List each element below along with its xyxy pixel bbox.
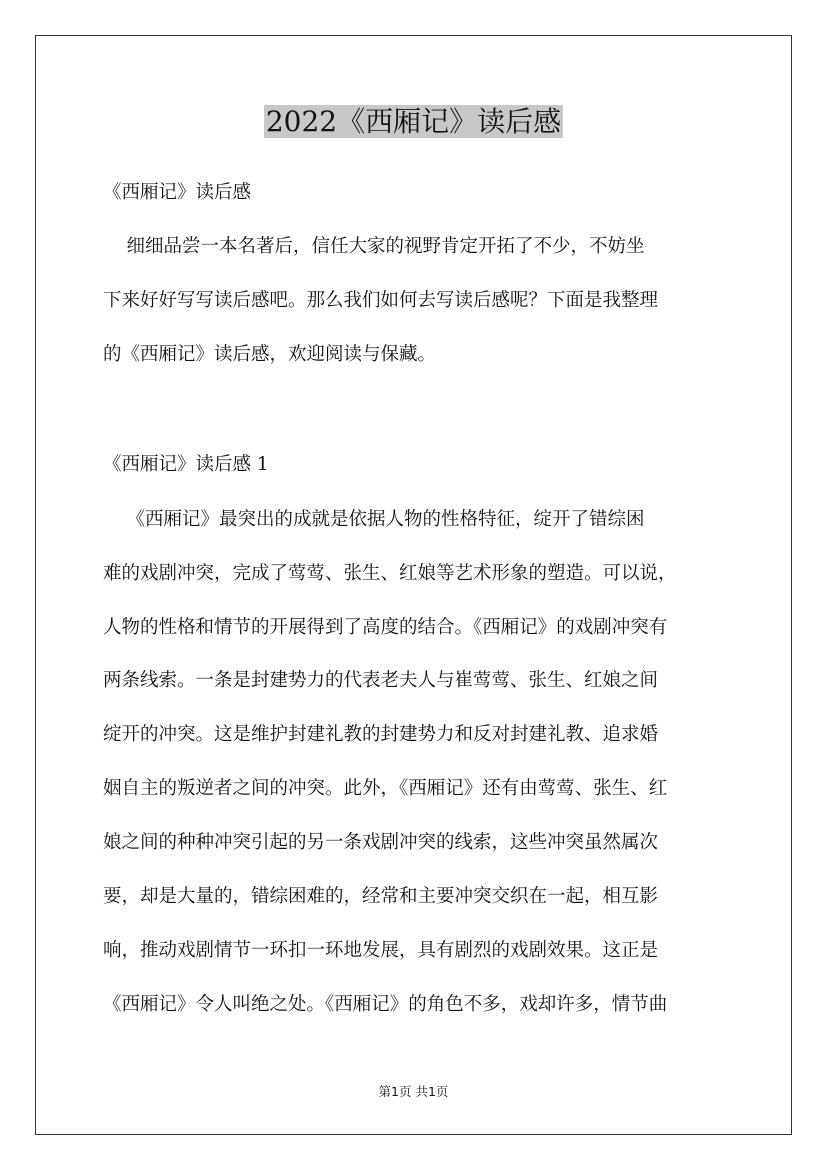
body-line: 姻自主的叛逆者之间的冲突。此外，《西厢记》还有由莺莺、张生、红 <box>103 778 668 799</box>
body-line: 人物的性格和情节的开展得到了高度的结合。《西厢记》的戏剧冲突有 <box>103 617 668 638</box>
body-line: 《西厢记》令人叫绝之处。《西厢记》的角色不多，戏却许多，情节曲 <box>103 994 668 1015</box>
document-subtitle: 《西厢记》读后感 <box>103 182 252 203</box>
body-line: 娘之间的种种冲突引起的另一条戏剧冲突的线索，这些冲突虽然属次 <box>103 832 659 853</box>
body-line: 响，推动戏剧情节一环扣一环地发展，具有剧烈的戏剧效果。这正是 <box>103 940 659 961</box>
body-line: 要，却是大量的，错综困难的，经常和主要冲突交织在一起，相互影 <box>103 886 659 907</box>
body-line: 难的戏剧冲突，完成了莺莺、张生、红娘等艺术形象的塑造。可以说， <box>103 563 677 584</box>
body-line: 《西厢记》最突出的成就是依据人物的性格特征，绽开了错综困 <box>103 509 645 530</box>
intro-line: 下来好好写写读后感吧。那么我们如何去写读后感呢？下面是我整理 <box>103 290 659 311</box>
document-title-text: 2022《西厢记》读后感 <box>265 105 562 138</box>
intro-line: 细细品尝一本名著后，信任大家的视野肯定开拓了不少，不妨坐 <box>103 236 645 257</box>
body-line: 绽开的冲突。这是维护封建礼教的封建势力和反对封建礼教、追求婚 <box>103 724 659 745</box>
document-title <box>0 102 827 142</box>
section-heading: 《西厢记》读后感 1 <box>103 454 269 475</box>
body-line: 两条线索。一条是封建势力的代表老夫人与崔莺莺、张生、红娘之间 <box>103 670 659 691</box>
page-footer: 第1页 共1页 <box>378 1084 449 1099</box>
intro-line: 的《西厢记》读后感，欢迎阅读与保藏。 <box>103 344 437 365</box>
